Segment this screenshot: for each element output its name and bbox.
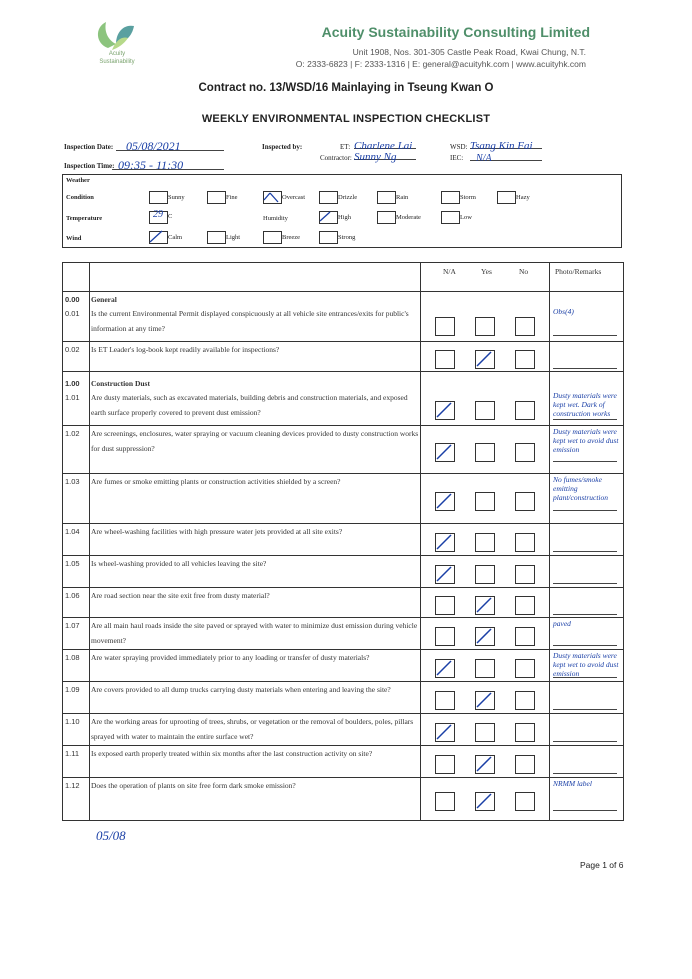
remark-text: Dusty materials were kept wet. Dark of construction works — [553, 391, 617, 418]
check-mark — [434, 532, 456, 552]
item-number: 1.10 — [65, 717, 80, 726]
checkbox-na[interactable] — [435, 533, 455, 552]
remark-text: Dusty materials were kept wet to avoid dust emission — [553, 427, 619, 454]
checkbox-na[interactable] — [435, 443, 455, 462]
condition-storm-label: Storm — [460, 194, 476, 201]
checkbox-no[interactable] — [515, 350, 535, 369]
condition-sunny-label: Sunny — [168, 194, 185, 201]
temperature-field[interactable]: 29 — [149, 211, 168, 224]
logo-text: Acuity Sustainability — [99, 51, 135, 65]
checkbox-no[interactable] — [515, 596, 535, 615]
checkbox-no[interactable] — [515, 755, 535, 774]
humidity-high-checkbox[interactable] — [319, 211, 338, 224]
remark-line — [553, 325, 617, 336]
checkbox-na[interactable] — [435, 317, 455, 336]
item-question: Are wheel-washing facilities with high pressure water jets provided at all site exits? — [91, 527, 343, 536]
item-number: 1.04 — [65, 527, 80, 536]
item-number: 1.01 — [65, 393, 80, 402]
wind-light-label: Light — [226, 234, 241, 241]
col-remarks-header: Photo/Remarks — [555, 267, 602, 276]
condition-hazy-label: Hazy — [516, 194, 530, 201]
checkbox-yes[interactable] — [475, 350, 495, 369]
item-number: 1.11 — [65, 749, 80, 758]
checkbox-no[interactable] — [515, 401, 535, 420]
contractor-label: Contractor: — [320, 154, 352, 162]
item-question: Is ET Leader's log-book kept readily available for inspections? — [91, 345, 280, 354]
page-number: Page 1 of 6 — [580, 860, 624, 870]
checkbox-no[interactable] — [515, 317, 535, 336]
checkbox-na[interactable] — [435, 565, 455, 584]
item-number: 1.07 — [65, 621, 80, 630]
temperature-label: Temperature — [66, 215, 103, 222]
item-question: Is wheel-washing provided to all vehicles leaving the site? — [91, 559, 267, 568]
checkbox-yes[interactable] — [475, 492, 495, 511]
wind-light-checkbox[interactable] — [207, 231, 226, 244]
col-yes-header: Yes — [481, 267, 492, 276]
checkbox-yes[interactable] — [475, 755, 495, 774]
check-mark — [474, 595, 496, 615]
item-number: 1.05 — [65, 559, 80, 568]
remark-text: Obs(4) — [553, 307, 574, 316]
check-mark — [434, 400, 456, 420]
item-number: 1.03 — [65, 477, 80, 486]
checkbox-na[interactable] — [435, 596, 455, 615]
checkbox-no[interactable] — [515, 627, 535, 646]
inspected-by-label: Inspected by: — [262, 143, 303, 151]
condition-fine-label: Fine — [226, 194, 238, 201]
iec-label: IEC: — [450, 154, 464, 162]
humidity-moderate-label: Moderate — [396, 214, 421, 221]
temperature-unit: C — [168, 213, 173, 220]
checkbox-yes[interactable] — [475, 723, 495, 742]
item-question: Are dusty materials, such as excavated materials, building debris and construction materials, and exposed earth surface properly covered to prevent dust emission? — [91, 393, 408, 417]
checkbox-yes[interactable] — [475, 317, 495, 336]
wind-calm-label: Calm — [168, 234, 183, 241]
item-question: Are covers provided to all dump trucks carrying dusty materials when entering and leaving the site? — [91, 685, 391, 694]
handwritten-initials: 05/08 — [96, 828, 126, 843]
checkbox-no[interactable] — [515, 565, 535, 584]
checklist-title: WEEKLY ENVIRONMENTAL INSPECTION CHECKLIST — [201, 113, 491, 125]
contractor-field: Sunny Ng — [354, 147, 416, 160]
contract-title: Contract no. 13/WSD/16 Mainlaying in Tseung Kwan O — [198, 82, 494, 94]
checkbox-na[interactable] — [435, 723, 455, 742]
checkbox-na[interactable] — [435, 659, 455, 678]
wind-calm-checkbox[interactable] — [149, 231, 168, 244]
section-number: 1.00 — [65, 379, 80, 388]
checkbox-yes[interactable] — [475, 533, 495, 552]
remark-line — [553, 635, 617, 646]
col-no-header: No — [519, 267, 529, 276]
remark-line — [553, 763, 617, 774]
humidity-high-label: High — [338, 214, 351, 221]
checkbox-no[interactable] — [515, 492, 535, 511]
wind-strong-label: Strong — [338, 234, 356, 241]
condition-sunny-checkbox[interactable] — [149, 191, 168, 204]
item-question: Are the working areas for uprooting of trees, shrubs, or vegetation or the removal of boulders, poles, pillars sprayed with water to maintain the entire surface wet? — [91, 717, 414, 741]
checkbox-no[interactable] — [515, 792, 535, 811]
weather-section — [62, 174, 622, 248]
check-mark — [434, 491, 456, 511]
condition-drizzle-checkbox[interactable] — [319, 191, 338, 204]
humidity-label: Humidity — [263, 215, 288, 222]
section-title: Construction Dust — [91, 379, 150, 388]
check-mark — [474, 690, 496, 710]
check-mark — [474, 754, 496, 774]
check-mark — [434, 658, 456, 678]
item-number: 0.01 — [65, 309, 80, 318]
remark-text: Dusty materials were kept wet to avoid dust emission — [553, 651, 619, 678]
company-name: Acuity Sustainability Consulting Limited — [321, 24, 590, 40]
checkbox-yes[interactable] — [475, 443, 495, 462]
remark-line — [553, 358, 617, 369]
et-label: ET: — [340, 143, 351, 151]
condition-rain-checkbox[interactable] — [377, 191, 396, 204]
remark-line — [553, 541, 617, 552]
condition-hazy-checkbox[interactable] — [497, 191, 516, 204]
remark-text: NRMM label — [553, 779, 592, 788]
checkbox-no[interactable] — [515, 533, 535, 552]
item-question: Is the current Environmental Permit displayed conspicuously at all vehicle site entrances/exits for public's information at any time? — [91, 309, 409, 333]
check-mark — [474, 349, 496, 369]
checkbox-no[interactable] — [515, 443, 535, 462]
item-question: Is exposed earth properly treated within six months after the last construction activity on site? — [91, 749, 373, 758]
remark-line — [553, 604, 617, 615]
checkbox-na[interactable] — [435, 755, 455, 774]
iec-field: N/A — [470, 148, 542, 161]
checkbox-yes[interactable] — [475, 401, 495, 420]
humidity-low-label: Low — [460, 214, 472, 221]
remark-text: paved — [553, 619, 571, 628]
item-number: 0.02 — [65, 345, 80, 354]
condition-rain-label: Rain — [396, 194, 409, 201]
checklist-table — [62, 262, 624, 821]
wind-strong-checkbox[interactable] — [319, 231, 338, 244]
item-question: Does the operation of plants on site free form dark smoke emission? — [91, 781, 296, 790]
item-number: 1.12 — [65, 781, 80, 790]
weather-title: Weather — [66, 177, 90, 184]
remark-line — [553, 731, 617, 742]
condition-overcast-label: Overcast — [282, 194, 306, 201]
humidity-moderate-checkbox[interactable] — [377, 211, 396, 224]
item-number: 1.06 — [65, 591, 80, 600]
checkbox-no[interactable] — [515, 691, 535, 710]
checkbox-no[interactable] — [515, 723, 535, 742]
remark-line — [553, 699, 617, 710]
remark-line — [553, 800, 617, 811]
checkbox-yes[interactable] — [475, 627, 495, 646]
wind-label: Wind — [66, 235, 82, 242]
checkbox-na[interactable] — [435, 350, 455, 369]
condition-overcast-checkbox[interactable] — [263, 191, 282, 204]
item-number: 1.02 — [65, 429, 80, 438]
col-na-header: N/A — [443, 267, 456, 276]
inspection-date-field: 05/08/2021 — [116, 137, 224, 151]
et-field: Charlene Lai — [354, 136, 416, 149]
checkbox-na[interactable] — [435, 792, 455, 811]
humidity-low-checkbox[interactable] — [441, 211, 460, 224]
item-question: Are road section near the site exit free from dusty material? — [91, 591, 270, 600]
wind-breeze-label: Breeze — [282, 234, 301, 241]
company-address: Unit 1908, Nos. 301-305 Castle Peak Road, Kwai Chung, N.T. O: 2333-6823 | F: 2333-1316 | E: general@acuityhk.com | www.acuityhk.com — [295, 47, 586, 69]
checkbox-yes[interactable] — [475, 596, 495, 615]
check-mark — [474, 626, 496, 646]
item-question: Are fumes or smoke emitting plants or construction activities shielded by a screen? — [91, 477, 341, 486]
checkbox-na[interactable] — [435, 492, 455, 511]
section-title: General — [91, 295, 117, 304]
remark-line — [553, 573, 617, 584]
condition-storm-checkbox[interactable] — [441, 191, 460, 204]
item-number: 1.09 — [65, 685, 80, 694]
item-number: 1.08 — [65, 653, 80, 662]
checkbox-na[interactable] — [435, 691, 455, 710]
check-mark — [434, 442, 456, 462]
condition-label: Condition — [66, 194, 94, 201]
checkbox-yes[interactable] — [475, 659, 495, 678]
item-question: Are all main haul roads inside the site paved or sprayed with water to minimize dust emission during vehicle movement? — [91, 621, 418, 645]
checkbox-yes[interactable] — [475, 691, 495, 710]
checkbox-na[interactable] — [435, 627, 455, 646]
checkbox-yes[interactable] — [475, 565, 495, 584]
checkbox-no[interactable] — [515, 659, 535, 678]
item-question: Are screenings, enclosures, water spraying or vacuum cleaning devices provided to dusty construction works for dust suppression? — [91, 429, 419, 453]
item-question: Are water spraying provided immediately prior to any loading or transfer of dusty materials? — [91, 653, 370, 662]
condition-fine-checkbox[interactable] — [207, 191, 226, 204]
checkbox-yes[interactable] — [475, 792, 495, 811]
section-number: 0.00 — [65, 295, 80, 304]
wsd-field: Tsang Kin Fai — [470, 136, 542, 149]
wind-breeze-checkbox[interactable] — [263, 231, 282, 244]
inspection-date-label: Inspection Date: — [64, 143, 114, 151]
check-mark — [434, 722, 456, 742]
remark-text: No fumes/smoke emitting plant/construction — [553, 475, 608, 502]
inspection-time-field: 09:35 - 11:30 — [112, 156, 224, 170]
checkbox-na[interactable] — [435, 401, 455, 420]
check-mark — [474, 791, 496, 811]
wsd-label: WSD: — [450, 143, 468, 151]
check-mark — [434, 564, 456, 584]
inspection-time-label: Inspection Time: — [64, 162, 115, 170]
condition-drizzle-label: Drizzle — [338, 194, 358, 201]
